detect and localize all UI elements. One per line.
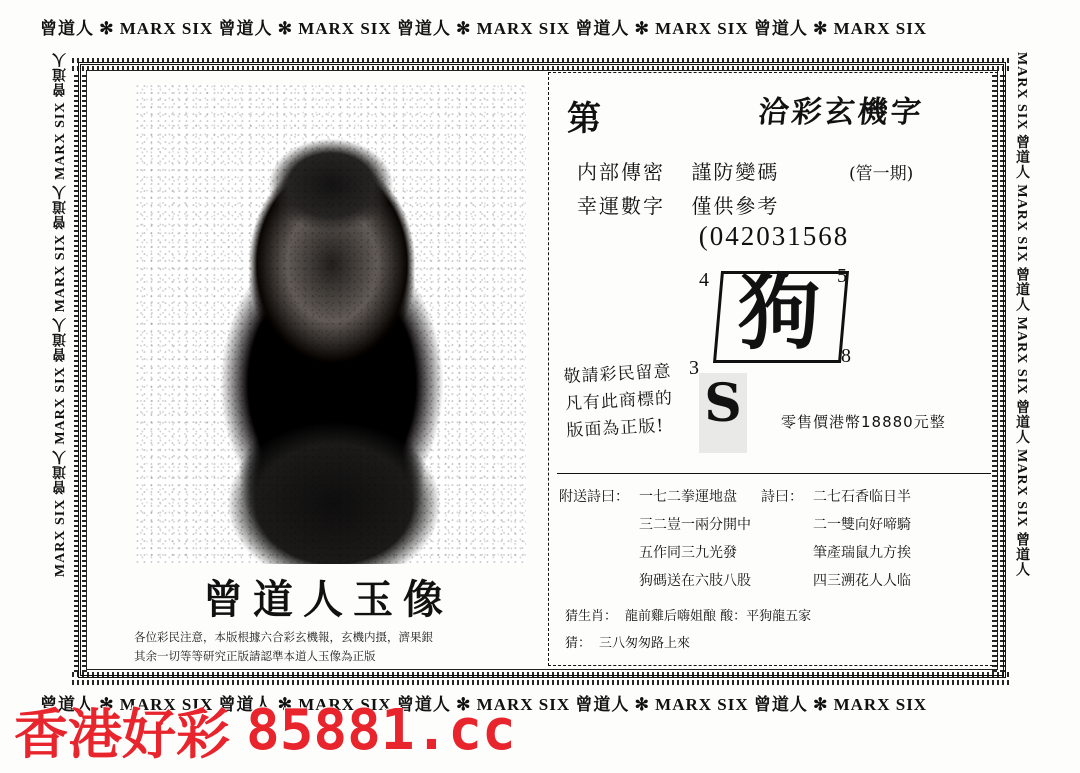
riddle-key-2: 猜： <box>565 636 592 651</box>
poem-right-lines <box>813 483 911 595</box>
portrait-image <box>136 84 526 564</box>
poem-left-line-3: 五作同三九光發 <box>639 545 737 561</box>
retail-price: 零售價港幣18880元整 <box>781 413 946 431</box>
riddle-key-1: 猜生肖： <box>565 609 618 624</box>
portrait-disclaimer-line-1: 各位彩民注意，本版根據六合彩玄機報，玄機内摄，濟果銀 <box>134 630 433 644</box>
riddle-value-1: 龍前雞后嗨姐酿 酸：平狗龍五家 <box>625 609 812 624</box>
watermark-text-cn: 香港好彩 <box>14 702 230 766</box>
border-marquee-left <box>44 52 78 692</box>
issue-label: (管一期) <box>849 164 914 184</box>
poem-right-line-1: 二七石香临日半 <box>813 489 911 505</box>
poem-right-line-3: 筆產瑞鼠九方挨 <box>813 545 911 561</box>
lucky-numbers: (042031568 <box>698 221 850 251</box>
border-marquee-top: 曾道人 ✻ MARX SIX 曾道人 ✻ MARX SIX 曾道人 ✻ MARX SIX 曾道人 ✻ MARX SIX 曾道人 ✻ MARX SIX <box>40 19 928 38</box>
small-number-bottom-right: 8 <box>841 345 851 367</box>
border-marquee-bottom: 曾道人 ✻ MARX SIX 曾道人 ✻ MARX SIX 曾道人 ✻ MARX SIX 曾道人 ✻ MARX SIX 曾道人 ✻ MARX SIX <box>40 695 928 714</box>
border-marquee-right-text: MARX SIX 曾道人 MARX SIX 曾道人 MARX SIX 曾道人 MARX SIX 曾道人 <box>1014 52 1029 578</box>
panel-title: 洽彩玄機字 <box>756 95 926 130</box>
authenticity-appeal-line-1: 敬請彩民留意 <box>563 361 673 388</box>
slogan-block <box>577 155 779 223</box>
slogan-col1-line2: 幸運數字 <box>577 194 665 218</box>
portrait-disclaimer-line-2: 其余一切等等研究正版請認準本道人玉像為正版 <box>134 649 376 663</box>
portrait-halftone-texture <box>136 84 526 564</box>
poem-block <box>559 483 989 595</box>
slogan-col1-line1: 内部傳密 <box>577 160 665 184</box>
authenticity-appeal-line-3: 版面為正版! <box>565 415 665 442</box>
portrait-caption: 曾道人玉像 <box>203 576 453 623</box>
poem-left-line-2: 三二豈一兩分開中 <box>639 517 751 533</box>
riddle-value-2: 三八匆匆路上來 <box>599 636 691 651</box>
border-marquee-left-text: MARX SIX 曾道人 MARX SIX 曾道人 MARX SIX 曾道人 MARX SIX 曾道人 <box>53 52 68 578</box>
issue-prefix: 第 <box>567 99 601 139</box>
poem-left-line-1: 一七二拳運地盘 <box>639 489 737 505</box>
panel-divider <box>557 473 991 474</box>
decorative-rail-bottom-2 <box>72 680 1012 685</box>
riddle-row <box>565 603 985 630</box>
lottery-info-panel <box>548 72 998 666</box>
riddle-block <box>565 603 985 657</box>
poem-left-line-4: 狗碼送在六肢八股 <box>639 573 751 589</box>
authenticity-appeal-line-2: 凡有此商標的 <box>564 388 674 415</box>
riddle-row <box>565 630 985 657</box>
zodiac-character: 狗 <box>737 265 820 361</box>
seal-stamp: S <box>699 373 747 453</box>
border-marquee-right <box>1004 52 1038 692</box>
poem-right-line-2: 二一雙向好啼騎 <box>813 517 911 533</box>
small-number-top-left: 4 <box>699 269 709 291</box>
slogan-col2-line1: 謹防變碼 <box>691 160 780 184</box>
slogan-col2-line2: 僅供參考 <box>691 194 780 218</box>
watermark-domain: 85881.cc <box>246 697 516 763</box>
portrait-panel <box>118 76 538 666</box>
portrait-disclaimer <box>134 628 534 666</box>
site-watermark <box>14 690 714 770</box>
poem-right-label: 詩曰： <box>761 489 803 505</box>
poem-left-label: 附送詩曰： <box>559 489 629 505</box>
poem-left-lines <box>639 483 751 595</box>
authenticity-appeal <box>563 358 687 445</box>
small-number-bottom-left: 3 <box>689 357 699 379</box>
poem-right-line-4: 四三溯花人人临 <box>813 573 911 589</box>
small-number-top-right: 5 <box>837 265 847 287</box>
